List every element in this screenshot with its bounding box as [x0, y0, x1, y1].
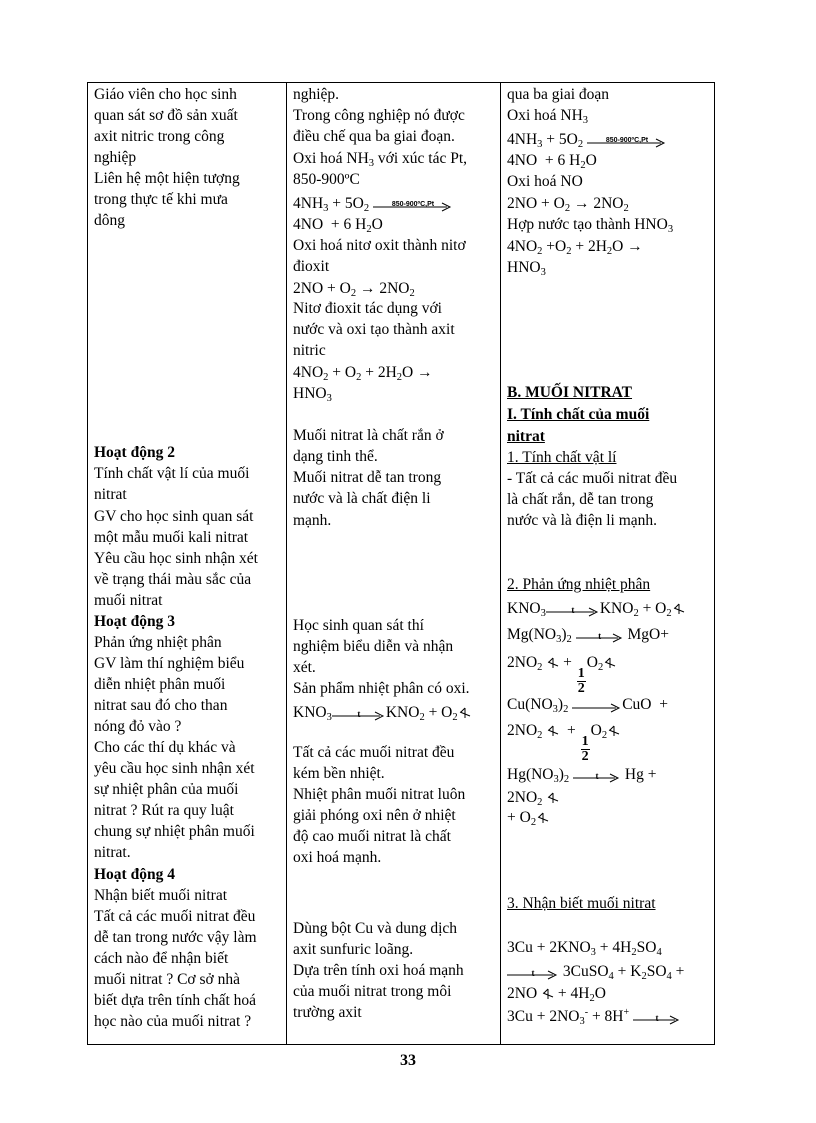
equation: $4NO_2 + O_2 + 2H_2O$ → — [293, 364, 433, 383]
text-line: nitrat ? Rút ra quy luật — [94, 802, 234, 819]
text-line: Học sinh quan sát thí — [293, 617, 424, 634]
text-line: yêu cầu học sinh nhận xét — [94, 760, 255, 777]
equation: $2NO + 4H_2O$ — [507, 985, 606, 1004]
text-line: Oxi hoá NO — [507, 173, 583, 190]
equation: $2NO + O_2 \to 2NO_2$ — [293, 280, 415, 299]
text-line: Dùng bột Cu và dung dịch — [293, 920, 458, 937]
activity-heading: Hoạt động 4 — [94, 866, 175, 883]
equation: $2NO_2$ — [507, 788, 559, 808]
text-line: Tất cả các muối nitrat đều — [293, 744, 455, 761]
text-line: Oxi hoá nitơ oxit thành nitơ — [293, 237, 466, 254]
equation: 4NO + 6 $H_2O$ — [507, 152, 597, 171]
text-line: nước và là điện li mạnh. — [507, 512, 658, 529]
reaction-arrow: t — [633, 1011, 681, 1025]
text-line: nghiệp — [94, 149, 137, 166]
text-line: qua ba giai đoạn — [507, 86, 610, 103]
text-line: Nhận biết muối nitrat — [94, 887, 228, 904]
equation: $Cu(NO_3)_2$ CuO + — [507, 696, 668, 715]
equation: $HNO_3$ — [293, 385, 332, 404]
page-number: 33 — [400, 1052, 416, 1069]
reaction-arrow: 850-900ºC,Pt — [587, 134, 667, 148]
text-line: mạnh. — [293, 512, 332, 529]
subsection-heading: 1. Tính chất vật lí — [507, 449, 617, 466]
text-line: GV cho học sinh quan sát — [94, 508, 254, 525]
section-heading: nitrat — [507, 428, 545, 445]
text-line: axit sunfuric loãng. — [293, 941, 414, 958]
text-line: Yêu cầu học sinh nhận xét — [94, 550, 258, 567]
text-line: nghiệm biểu diễn và nhận — [293, 638, 454, 655]
text-line: Tính chất vật lí của muối — [94, 465, 250, 482]
text-line: kém bền nhiệt. — [293, 765, 385, 782]
activity-heading: Hoạt động 3 — [94, 613, 175, 630]
reaction-arrow — [572, 699, 622, 713]
text-line: độ cao muối nitrat là chất — [293, 828, 451, 845]
gas-up-icon — [604, 657, 616, 669]
text-line: - Tất cả các muối nitrat đều — [507, 470, 678, 487]
text-line: cách nào để nhận biết — [94, 950, 229, 967]
gas-up-icon — [608, 725, 620, 737]
text-line: chung sự nhiệt phân muối — [94, 823, 255, 840]
lesson-table — [87, 82, 715, 1045]
equation: 4NO + 6 $H_2O$ — [293, 216, 383, 235]
fraction: $\frac{1}{2}$ — [577, 666, 585, 696]
gas-up-icon — [547, 657, 559, 669]
text-line: muối nitrat ? Cơ sở nhà — [94, 971, 240, 988]
text-line: về trạng thái màu sắc của — [94, 571, 252, 588]
gas-up-icon — [537, 812, 549, 824]
text-line: giải phóng oxi nên ở nhiệt — [293, 807, 456, 824]
equation: $3Cu + 2NO_3^- + 8H^+$ t — [507, 1007, 681, 1027]
text-line: Oxi hoá $NH_3$ với xúc tác Pt, — [293, 150, 468, 169]
text-line: axit nitric trong công — [94, 128, 225, 145]
text-line: đioxit — [293, 258, 330, 275]
fraction: $\frac{1}{2}$ — [581, 734, 589, 764]
text-line: dông — [94, 212, 125, 229]
text-line: Oxi hoá $NH_3$ — [507, 107, 589, 126]
text-line: Nitơ đioxit tác dụng với — [293, 300, 442, 317]
text-line: quan sát sơ đồ sản xuất — [94, 107, 238, 124]
equation: $2NO_2$ + $\frac{1}{2}$ $O_2$ — [507, 653, 616, 696]
text-line: Muối nitrat dễ tan trong — [293, 469, 442, 486]
text-line: trong thực tế khi mưa — [94, 191, 228, 208]
equation: $KNO_3$ t $KNO_2 + O_2$ — [293, 703, 471, 723]
equation: $4NO_2 +O_2 + 2H_2O$ → — [507, 238, 643, 257]
reaction-arrow: t — [507, 966, 559, 980]
text-line: Tất cả các muối nitrat đều — [94, 908, 256, 925]
text-line: 850-900ºC — [293, 171, 360, 188]
text-line: sự nhiệt phân của muối — [94, 781, 239, 798]
text-line: Phản ứng nhiệt phân — [94, 634, 222, 651]
text-line: nước và oxi tạo thành axit — [293, 321, 455, 338]
text-line: biết dựa trên tính chất hoá — [94, 992, 257, 1009]
subsection-heading: 2. Phản ứng nhiệt phân — [507, 576, 651, 593]
lesson-content-column — [501, 83, 715, 1045]
text-line: học nào của muối nitrat ? — [94, 1013, 252, 1030]
text-line: một mẫu muối kali nitrat — [94, 529, 249, 546]
section-heading: I. Tính chất của muối — [507, 406, 650, 423]
text-line: nóng đỏ vào ? — [94, 718, 182, 735]
text-line: nitrat. — [94, 844, 131, 861]
text-line: nitrat — [94, 486, 127, 503]
equation: $2NO + O_2 \to 2NO_2$ — [507, 195, 629, 214]
reaction-arrow: t — [573, 769, 621, 783]
reaction-arrow: t — [332, 707, 386, 721]
gas-up-icon — [547, 725, 559, 737]
text-line: Cho các thí dụ khác và — [94, 739, 236, 756]
text-line: Trong công nghiệp nó được — [293, 107, 465, 124]
text-line: Giáo viên cho học sinh — [94, 86, 237, 103]
student-activity-column — [287, 83, 501, 1045]
gas-up-icon — [459, 707, 471, 719]
equation: t 3CuSO$_4$ + $K_2SO_4$ + — [507, 962, 684, 982]
text-line: muối nitrat — [94, 592, 163, 609]
text-line: Liên hệ một hiện tượng — [94, 170, 240, 187]
gas-up-icon — [547, 792, 559, 804]
text-line: Hợp nước tạo thành $HNO_3$ — [507, 216, 674, 235]
text-line: dạng tinh thể. — [293, 448, 378, 465]
reaction-arrow: t — [576, 629, 624, 643]
text-line: Sản phẩm nhiệt phân có oxi. — [293, 680, 470, 697]
text-line: điều chế qua ba giai đoạn. — [293, 128, 455, 145]
text-line: nước và là chất điện li — [293, 490, 431, 507]
gas-up-icon — [542, 988, 554, 1000]
section-heading: B. MUỐI NITRAT — [507, 384, 633, 401]
gas-up-icon — [673, 603, 685, 615]
equation: $Mg(NO_3)_2$ t MgO+ — [507, 626, 669, 645]
text-line: oxi hoá mạnh. — [293, 849, 382, 866]
reaction-arrow: t — [546, 603, 600, 617]
text-line: diễn nhiệt phân muối — [94, 676, 226, 693]
text-line: nitrat sau đó cho than — [94, 697, 228, 714]
text-line: dễ tan trong nước vậy làm — [94, 929, 257, 946]
equation: $2NO_2$ + $\frac{1}{2}$ $O_2$ — [507, 721, 620, 764]
equation: $KNO_3$ t $KNO_2 + O_2$ — [507, 599, 685, 619]
text-line: của muối nitrat trong môi — [293, 983, 452, 1000]
equation: $4NH_3 + 5O_2$ 850-900ºC,Pt — [507, 130, 667, 150]
text-line: trường axit — [293, 1004, 362, 1021]
text-line: GV làm thí nghiệm biểu — [94, 655, 245, 672]
equation: $4NH_3 + 5O_2$ 850-900ºC,Pt — [293, 194, 453, 214]
teacher-activity-column — [88, 83, 287, 1045]
text-line: Dựa trên tính oxi hoá mạnh — [293, 962, 464, 979]
text-line: là chất rắn, dễ tan trong — [507, 491, 654, 508]
text-line: xét. — [293, 659, 316, 676]
subsection-heading: 3. Nhận biết muối nitrat — [507, 895, 656, 912]
text-line: nghiệp. — [293, 86, 340, 103]
text-line: Nhiệt phân muối nitrat luôn — [293, 786, 466, 803]
activity-heading: Hoạt động 2 — [94, 444, 175, 461]
equation: $3Cu + 2KNO_3 + 4H_2SO_4$ — [507, 939, 662, 958]
equation: $HNO_3$ — [507, 259, 546, 278]
text-line: Muối nitrat là chất rắn ở — [293, 427, 444, 444]
equation: + $O_2$ — [507, 808, 549, 828]
reaction-arrow: 850-900ºC,Pt — [373, 198, 453, 212]
equation: $Hg(NO_3)_2$ t Hg + — [507, 766, 657, 785]
text-line: nitric — [293, 342, 326, 359]
